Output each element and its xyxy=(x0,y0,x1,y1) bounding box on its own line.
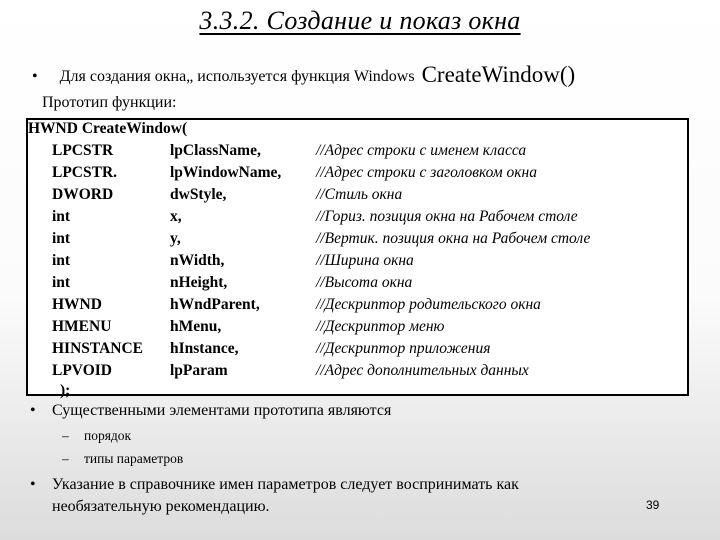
code-param-row xyxy=(28,208,687,230)
code-param-row xyxy=(28,142,687,164)
param-name: y, xyxy=(170,230,181,247)
param-type: HMENU xyxy=(52,318,112,335)
param-type: int xyxy=(52,252,71,269)
subitem-text: типы параметров xyxy=(84,451,184,466)
bullet-elements xyxy=(30,402,391,420)
param-name: lpParam xyxy=(170,362,228,379)
param-comment: //Адрес дополнительных данных xyxy=(316,362,529,379)
param-comment: //Стиль окна xyxy=(316,186,403,203)
param-comment: //Дескриптор меню xyxy=(316,318,445,335)
param-name: nWidth, xyxy=(170,252,225,269)
param-type: LPVOID xyxy=(52,362,112,379)
slide-title: 3.3.2. Создание и показ окна xyxy=(199,6,521,35)
bullet-marker: • xyxy=(30,476,36,493)
param-comment: //Ширина окна xyxy=(316,252,414,269)
param-comment: //Гориз. позиция окна на Рабочем столе xyxy=(316,208,578,225)
param-name: lpWindowName, xyxy=(170,164,282,181)
page-number: 39 xyxy=(646,498,660,512)
param-type: LPCSTR xyxy=(52,142,114,159)
code-footer: ); xyxy=(60,382,71,399)
subitem-text: порядок xyxy=(84,428,132,443)
param-comment: //Высота окна xyxy=(316,274,413,291)
param-type: LPCSTR. xyxy=(52,164,118,181)
code-param-row xyxy=(28,186,687,208)
prototype-label: Прототип функции: xyxy=(42,94,177,111)
param-type: int xyxy=(52,208,71,225)
bullet-recommendation xyxy=(30,474,612,518)
param-comment: //Адрес строки с именем класса xyxy=(316,142,527,159)
bullet-marker: • xyxy=(30,402,36,419)
param-comment: //Вертик. позиция окна на Рабочем столе xyxy=(316,230,591,247)
param-type: HWND xyxy=(52,296,102,313)
bullet-text: Существенными элементами прототипа являются xyxy=(52,402,392,419)
param-name: nHeight, xyxy=(170,274,228,291)
code-param-row xyxy=(28,164,687,186)
param-type: int xyxy=(52,230,71,247)
param-type: DWORD xyxy=(52,186,114,203)
dash-marker: – xyxy=(62,428,69,443)
param-name: x, xyxy=(170,208,182,225)
param-comment: //Дескриптор родительского окна xyxy=(316,296,541,313)
param-type: int xyxy=(52,274,71,291)
bullet-text: Указание в справочнике имен параметров следует воспринимать как необязательную рекомендацию. xyxy=(52,476,519,515)
param-comment: //Дескриптор приложения xyxy=(316,340,491,357)
dash-marker: – xyxy=(62,451,69,466)
param-comment: //Адрес строки с заголовком окна xyxy=(316,164,537,181)
code-param-row xyxy=(28,252,687,274)
bullet-text: Для создания окна„ используется функция Windows xyxy=(59,68,415,85)
param-name: hWndParent, xyxy=(170,296,260,313)
bullet-createwindow xyxy=(32,62,575,88)
code-param-row xyxy=(28,318,687,340)
code-block xyxy=(26,118,689,399)
param-name: dwStyle, xyxy=(170,186,227,203)
param-name: hMenu, xyxy=(170,318,222,335)
bullet-marker: • xyxy=(32,68,38,85)
code-param-row xyxy=(28,362,687,384)
subitem-order xyxy=(62,428,131,444)
function-name: CreateWindow() xyxy=(421,62,576,87)
code-header: HWND CreateWindow( xyxy=(28,120,188,137)
code-param-row xyxy=(28,274,687,296)
code-param-row xyxy=(28,340,687,362)
code-param-row xyxy=(28,230,687,252)
param-name: lpClassName, xyxy=(170,142,261,159)
param-name: hInstance, xyxy=(170,340,239,357)
code-param-row xyxy=(28,296,687,318)
param-type: HINSTANCE xyxy=(52,340,144,357)
subitem-types xyxy=(62,451,183,467)
